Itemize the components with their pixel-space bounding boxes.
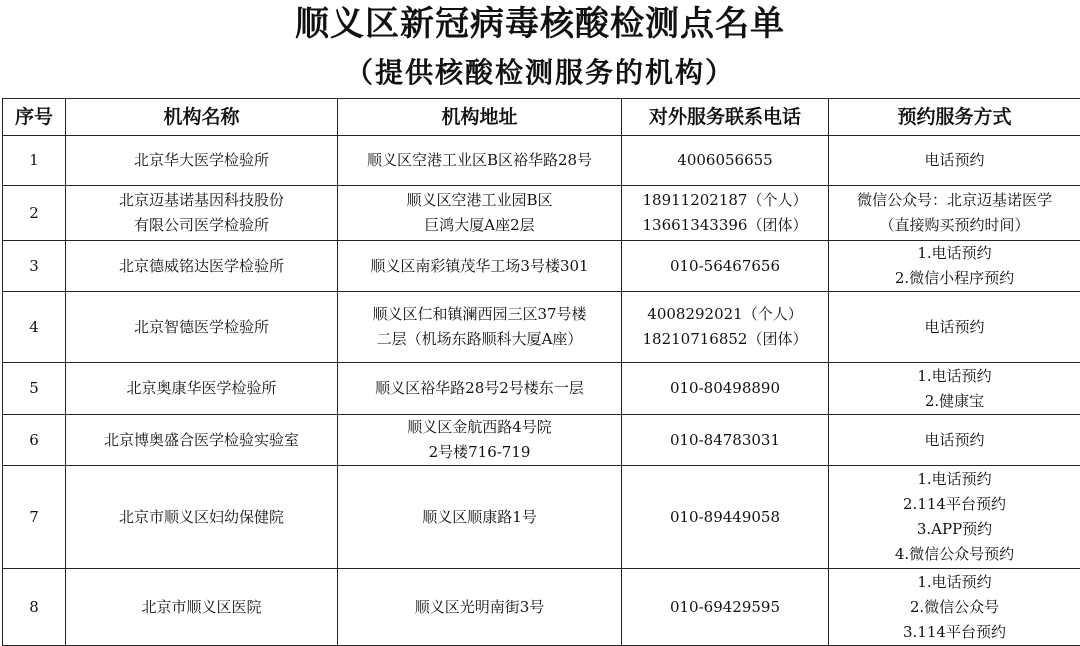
cell-name bbox=[66, 466, 338, 569]
cell-line: 二层（机场东路顺科大厦A座） bbox=[340, 327, 619, 352]
cell-line: 4008292021（个人） bbox=[624, 302, 826, 327]
cell-line: 010-69429595 bbox=[624, 595, 826, 620]
cell-line: 1.电话预约 bbox=[831, 467, 1078, 492]
cell-line: 010-84783031 bbox=[624, 428, 826, 453]
table-header-row bbox=[3, 99, 1080, 136]
cell-line: 电话预约 bbox=[831, 315, 1078, 340]
cell-line: 010-56467656 bbox=[624, 254, 826, 279]
cell-booking bbox=[829, 569, 1080, 646]
cell-line: 顺义区顺康路1号 bbox=[340, 505, 619, 530]
cell-number: 3 bbox=[3, 241, 66, 292]
cell-name bbox=[66, 415, 338, 466]
table-row bbox=[3, 415, 1080, 466]
cell-number: 5 bbox=[3, 363, 66, 415]
cell-phone bbox=[622, 136, 829, 186]
cell-line: 顺义区金航西路4号院 bbox=[340, 415, 619, 440]
cell-line: 18911202187（个人） bbox=[624, 188, 826, 213]
column-header-phone: 对外服务联系电话 bbox=[622, 99, 829, 136]
cell-address bbox=[338, 136, 622, 186]
cell-line: 2号楼716-719 bbox=[340, 440, 619, 465]
cell-phone bbox=[622, 241, 829, 292]
cell-address bbox=[338, 241, 622, 292]
cell-line: 2.健康宝 bbox=[831, 389, 1078, 414]
table-row bbox=[3, 466, 1080, 569]
cell-booking bbox=[829, 466, 1080, 569]
cell-line: 有限公司医学检验所 bbox=[68, 213, 335, 238]
cell-line: 顺义区空港工业区B区裕华路28号 bbox=[340, 148, 619, 173]
cell-line: 北京智德医学检验所 bbox=[68, 315, 335, 340]
column-header-name: 机构名称 bbox=[66, 99, 338, 136]
cell-booking bbox=[829, 186, 1080, 241]
column-header-number: 序号 bbox=[3, 99, 66, 136]
cell-phone bbox=[622, 569, 829, 646]
cell-phone bbox=[622, 292, 829, 363]
cell-name bbox=[66, 136, 338, 186]
cell-address bbox=[338, 415, 622, 466]
cell-name bbox=[66, 363, 338, 415]
cell-line: 微信公众号：北京迈基诺医学 bbox=[831, 188, 1078, 213]
cell-line: 2.114平台预约 bbox=[831, 492, 1078, 517]
cell-line: 北京华大医学检验所 bbox=[68, 148, 335, 173]
document-subtitle: （提供核酸检测服务的机构） bbox=[0, 54, 1080, 92]
testing-sites-table bbox=[2, 98, 1080, 646]
cell-line: 13661343396（团体） bbox=[624, 213, 826, 238]
cell-number: 1 bbox=[3, 136, 66, 186]
cell-line: 电话预约 bbox=[831, 428, 1078, 453]
cell-line: （直接购买预约时间） bbox=[831, 213, 1078, 238]
cell-line: 1.电话预约 bbox=[831, 241, 1078, 266]
cell-name bbox=[66, 569, 338, 646]
cell-name bbox=[66, 186, 338, 241]
cell-number: 4 bbox=[3, 292, 66, 363]
table-row bbox=[3, 569, 1080, 646]
table-row bbox=[3, 241, 1080, 292]
cell-line: 顺义区裕华路28号2号楼东一层 bbox=[340, 376, 619, 401]
cell-line: 顺义区光明南街3号 bbox=[340, 595, 619, 620]
cell-line: 北京市顺义区妇幼保健院 bbox=[68, 505, 335, 530]
cell-phone bbox=[622, 186, 829, 241]
cell-line: 2.微信公众号 bbox=[831, 595, 1078, 620]
cell-number: 8 bbox=[3, 569, 66, 646]
cell-line: 北京迈基诺基因科技股份 bbox=[68, 188, 335, 213]
table-row bbox=[3, 292, 1080, 363]
cell-line: 1.电话预约 bbox=[831, 570, 1078, 595]
cell-address bbox=[338, 569, 622, 646]
cell-booking bbox=[829, 241, 1080, 292]
cell-booking bbox=[829, 415, 1080, 466]
cell-booking bbox=[829, 363, 1080, 415]
cell-line: 北京德威铭达医学检验所 bbox=[68, 254, 335, 279]
cell-line: 顺义区仁和镇澜西园三区37号楼 bbox=[340, 302, 619, 327]
cell-line: 北京市顺义区医院 bbox=[68, 595, 335, 620]
cell-name bbox=[66, 292, 338, 363]
cell-line: 顺义区南彩镇茂华工场3号楼301 bbox=[340, 254, 619, 279]
cell-line: 4.微信公众号预约 bbox=[831, 542, 1078, 567]
cell-number: 6 bbox=[3, 415, 66, 466]
column-header-address: 机构地址 bbox=[338, 99, 622, 136]
cell-line: 北京奥康华医学检验所 bbox=[68, 376, 335, 401]
cell-line: 18210716852（团体） bbox=[624, 327, 826, 352]
cell-line: 顺义区空港工业园B区 bbox=[340, 188, 619, 213]
cell-line: 2.微信小程序预约 bbox=[831, 266, 1078, 291]
cell-line: 巨鸿大厦A座2层 bbox=[340, 213, 619, 238]
cell-line: 3.114平台预约 bbox=[831, 620, 1078, 645]
cell-phone bbox=[622, 415, 829, 466]
cell-phone bbox=[622, 363, 829, 415]
cell-address bbox=[338, 186, 622, 241]
cell-address bbox=[338, 292, 622, 363]
cell-booking bbox=[829, 292, 1080, 363]
table-row bbox=[3, 363, 1080, 415]
cell-line: 电话预约 bbox=[831, 148, 1078, 173]
cell-line: 010-89449058 bbox=[624, 505, 826, 530]
cell-name bbox=[66, 241, 338, 292]
cell-booking bbox=[829, 136, 1080, 186]
cell-address bbox=[338, 363, 622, 415]
table-row bbox=[3, 136, 1080, 186]
cell-line: 3.APP预约 bbox=[831, 517, 1078, 542]
cell-line: 北京博奥盛合医学检验实验室 bbox=[68, 428, 335, 453]
cell-line: 010-80498890 bbox=[624, 376, 826, 401]
document-title: 顺义区新冠病毒核酸检测点名单 bbox=[0, 2, 1080, 46]
cell-phone bbox=[622, 466, 829, 569]
cell-line: 4006056655 bbox=[624, 148, 826, 173]
cell-address bbox=[338, 466, 622, 569]
column-header-booking: 预约服务方式 bbox=[829, 99, 1080, 136]
cell-number: 7 bbox=[3, 466, 66, 569]
cell-line: 1.电话预约 bbox=[831, 364, 1078, 389]
table-row bbox=[3, 186, 1080, 241]
cell-number: 2 bbox=[3, 186, 66, 241]
